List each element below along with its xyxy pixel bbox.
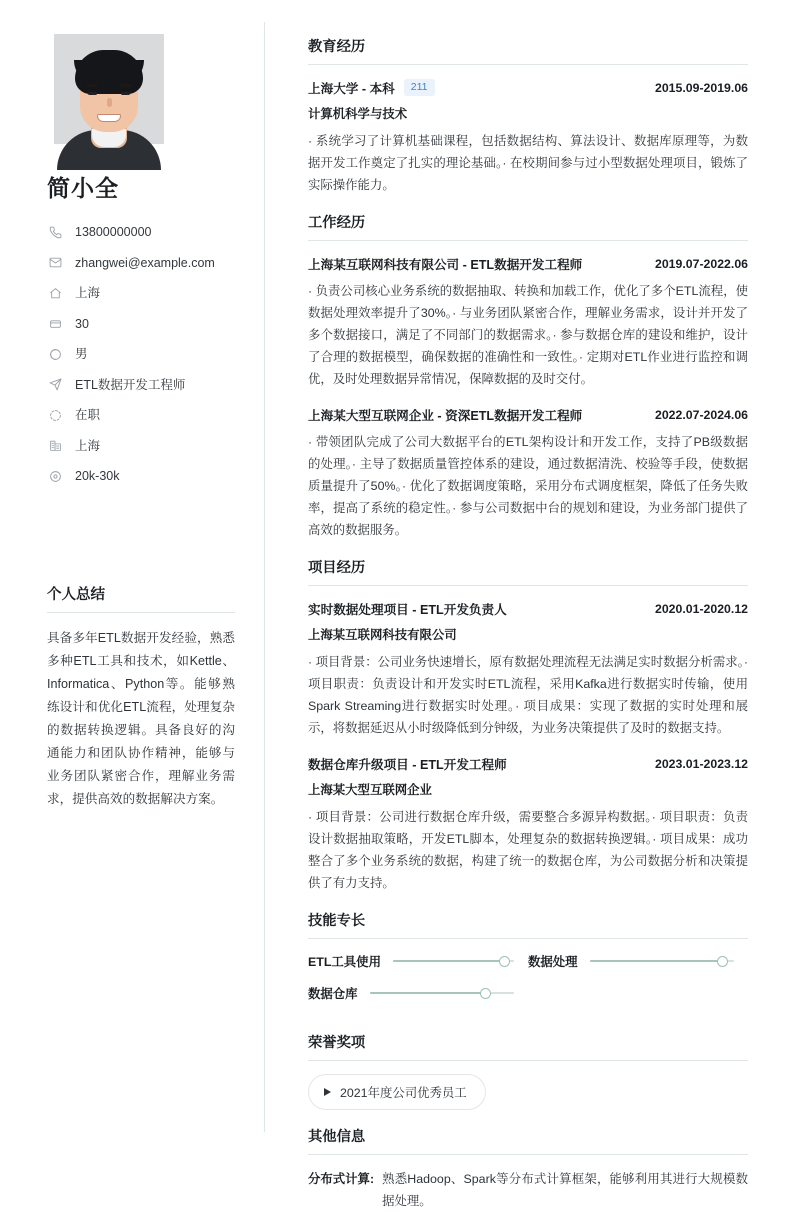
other-item [308,1168,748,1212]
phone-icon [47,225,64,240]
work-divider [308,240,748,241]
skills-section-title: 技能专长 [308,913,366,929]
contact-value-hometown: 上海 [75,286,101,300]
work-date: 2022.07-2024.06 [655,407,748,422]
contact-item-status [47,406,235,424]
honors-section [308,1032,748,1110]
contact-value-city: 上海 [75,438,101,453]
project-entry [308,754,748,894]
skills-divider [308,938,748,939]
skill-slider[interactable] [370,986,514,1000]
skills-section [308,910,748,1016]
page-title: 简小全 [47,175,119,201]
projects-section [308,557,748,894]
main-content [265,0,794,1208]
contact-item-city [47,437,235,455]
project-date: 2020.01-2020.12 [655,601,748,616]
other-section-title: 其他信息 [308,1129,366,1145]
project-entry [308,599,748,739]
skill-fill [393,960,504,962]
contact-item-position [47,376,235,394]
work-section [308,212,748,541]
honor-item[interactable] [308,1074,486,1110]
salary-icon [47,469,64,484]
contact-value-age: 30 [75,316,89,331]
work-entry [308,254,748,390]
work-entry-head [308,254,748,273]
work-desc: · 负责公司核心业务系统的数据抽取、转换和加载工作，优化了多个ETL流程，使数据处理效率提升了30%。· 与业务团队紧密合作，理解业务需求，设计并开发了多个数据接口，满足了不同部门的数据需求。· 参与数据仓库的建设和维护，设计了合理的数据模型，确保数据的准确性和一致性。· 定期对ETL作业进行监控和调优，及时处理数据异常情况，保障数据的及时交付。 [308,284,748,386]
skill-label: 数据处理 [528,955,578,969]
work-desc: · 带领团队完成了公司大数据平台的ETL架构设计和开发工作，支持了PB级数据的处理。· 主导了数据质量管控体系的建设，通过数据清洗、校验等手段，使数据质量提升了50%。· 优化了数据调度策略，采用分布式调度框架，降低了任务失败率，提高了系统的稳定性。· 参与公司数据中台的规划和建设，为业务部门提供了高效的数据服务。 [308,435,748,537]
work-company-role: 上海某大型互联网企业 - 资深ETL数据开发工程师 [308,409,583,423]
summary-divider [47,612,235,613]
status-badge: 211 [404,79,435,96]
contact-value-gender: 男 [75,347,88,361]
skills-list [308,952,748,1016]
project-date: 2023.01-2023.12 [655,756,748,771]
sidebar [0,0,265,1150]
education-desc: · 系统学习了计算机基础课程，包括数据结构、算法设计、数据库原理等，为数据开发工作奠定了扎实的理论基础。· 在校期间参与过小型数据处理项目，锻炼了实际操作能力。 [308,134,748,192]
education-date: 2015.09-2019.06 [655,80,748,95]
contact-item-hometown [47,284,235,302]
honors-list [308,1074,748,1110]
project-desc: · 项目背景：公司进行数据仓库升级，需要整合多源异构数据。· 项目职责：负责设计数据抽取策略，开发ETL脚本，处理复杂的数据转换逻辑。· 项目成果：成功整合了多个业务系统的数据，构建了统一的数据仓库，为公司数据分析和决策提供了有力支持。 [308,810,748,890]
contact-item-salary [47,467,235,485]
send-icon [47,377,64,392]
skill-item [528,952,748,970]
project-entry-head [308,599,748,618]
skill-label: 数据仓库 [308,987,358,1001]
other-value: 熟悉Hadoop、Spark等分布式计算框架，能够利用其进行大规模数据处理。 [382,1172,748,1208]
skill-label: ETL工具使用 [308,955,381,969]
work-section-title: 工作经历 [308,215,366,231]
project-company: 上海某互联网科技有限公司 [308,628,457,642]
work-entry [308,405,748,541]
skill-item [308,952,528,970]
projects-section-title: 项目经历 [308,560,366,576]
contact-item-phone [47,223,235,241]
education-school: 上海大学 - 本科 [308,82,395,96]
summary-section-title: 个人总结 [47,587,105,603]
skill-slider[interactable] [393,954,514,968]
contact-value-salary: 20k-30k [75,469,120,483]
other-section [308,1126,748,1212]
project-desc: · 项目背景：公司业务快速增长，原有数据处理流程无法满足实时数据分析需求。· 项目职责：负责设计和开发实时ETL流程，采用Kafka进行数据实时传输，使用Spark Streaming进行数据实时处理。· 项目成果：实现了数据的实时处理和展示，将数据延迟从小时级降低到分钟级，为业务决策提供了及时的数据支持。 [308,655,748,735]
mail-icon [47,255,64,270]
contact-item-age [47,315,235,333]
other-label: 分布式计算: [308,1172,375,1186]
avatar [54,34,164,144]
work-company-role: 上海某互联网科技有限公司 - ETL数据开发工程师 [308,258,583,272]
contact-item-gender [47,345,235,363]
summary-section [45,583,235,811]
work-date: 2019.07-2022.06 [655,256,748,271]
education-section-title: 教育经历 [308,39,366,55]
contact-item-email [47,254,235,272]
skill-fill [590,960,723,962]
skill-knob [499,956,510,967]
contact-value-phone: 13800000000 [75,225,152,239]
building-icon [47,438,64,453]
honor-label: 2021年度公司优秀员工 [340,1086,467,1100]
project-role: 数据仓库升级项目 - ETL开发工程师 [308,758,507,772]
education-divider [308,64,748,65]
gender-icon [47,347,64,362]
contact-value-position: ETL数据开发工程师 [75,377,186,392]
education-section [308,36,748,196]
projects-divider [308,585,748,586]
project-company: 上海某大型互联网企业 [308,783,432,797]
status-icon [47,408,64,423]
id-card-icon [47,316,64,331]
summary-text: 具备多年ETL数据开发经验，熟悉多种ETL工具和技术，如Kettle、Informatica、Python等。能够熟练设计和优化ETL流程，处理复杂的数据转换逻辑。具备良好的沟通能力和团队协作精神，能够与业务团队紧密合作，理解业务需求，提供高效的数据解决方案。 [47,631,235,806]
skill-fill [370,992,486,994]
work-entry-head [308,405,748,424]
education-major: 计算机科学与技术 [308,107,408,121]
contact-value-email: zhangwei@example.com [75,255,215,270]
project-entry-head [308,754,748,773]
home-icon [47,286,64,301]
skill-knob [480,988,491,999]
avatar-wrapper [54,34,164,144]
education-entry [308,78,748,196]
honors-section-title: 荣誉奖项 [308,1035,366,1051]
honors-divider [308,1060,748,1061]
skill-slider[interactable] [590,954,734,968]
project-role: 实时数据处理项目 - ETL开发负责人 [308,603,507,617]
skill-item [308,984,528,1002]
contact-value-status: 在职 [75,408,101,422]
education-entry-head [308,78,748,97]
contact-list [47,223,235,485]
skill-knob [717,956,728,967]
play-triangle-icon [324,1088,331,1096]
other-divider [308,1154,748,1155]
